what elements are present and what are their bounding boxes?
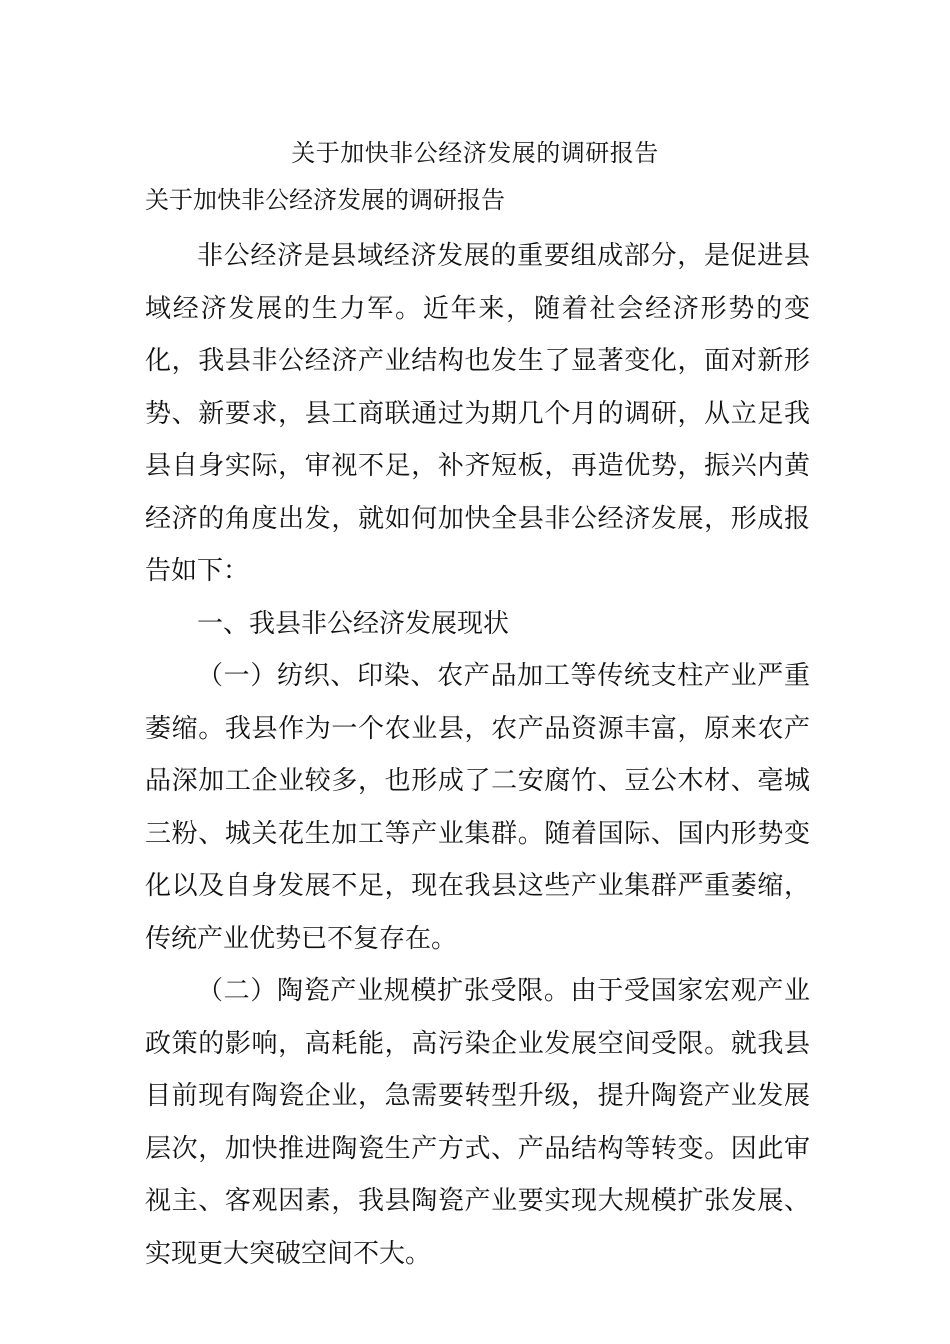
paragraph-intro: 非公经济是县域经济发展的重要组成部分，是促进县域经济发展的生力军。近年来，随着社会经济形势的变化，我县非公经济产业结构也发生了显著变化，面对新形势、新要求，县工商联通过为期几个月的调研，从立足我县自身实际，审视不足，补齐短板，再造优势，振兴内黄经济的角度出发，就如何加快全县非公经济发展，形成报告如下： [145, 241, 810, 586]
document-body [145, 230, 810, 1280]
paragraph-ceramics-industry: （二）陶瓷产业规模扩张受限。由于受国家宏观产业政策的影响，高耗能，高污染企业发展空间受限。就我县目前现有陶瓷企业，急需要转型升级，提升陶瓷产业发展层次，加快推进陶瓷生产方式、产品结构等转变。因此审视主、客观因素，我县陶瓷产业要实现大规模扩张发展、实现更大突破空间不大。 [145, 976, 810, 1269]
document-subtitle: 关于加快非公经济发展的调研报告 [145, 186, 505, 214]
section-heading-1: 一、我县非公经济发展现状 [197, 608, 510, 639]
document-title: 关于加快非公经济发展的调研报告 [291, 139, 659, 167]
paragraph-traditional-industry: （一）纺织、印染、农产品加工等传统支柱产业严重萎缩。我县作为一个农业县，农产品资源丰富，原来农产品深加工企业较多，也形成了二安腐竹、豆公木材、亳城三粉、城关花生加工等产业集群。随着国际、国内形势变化以及自身发展不足，现在我县这些产业集群严重萎缩，传统产业优势已不复存在。 [145, 661, 810, 954]
